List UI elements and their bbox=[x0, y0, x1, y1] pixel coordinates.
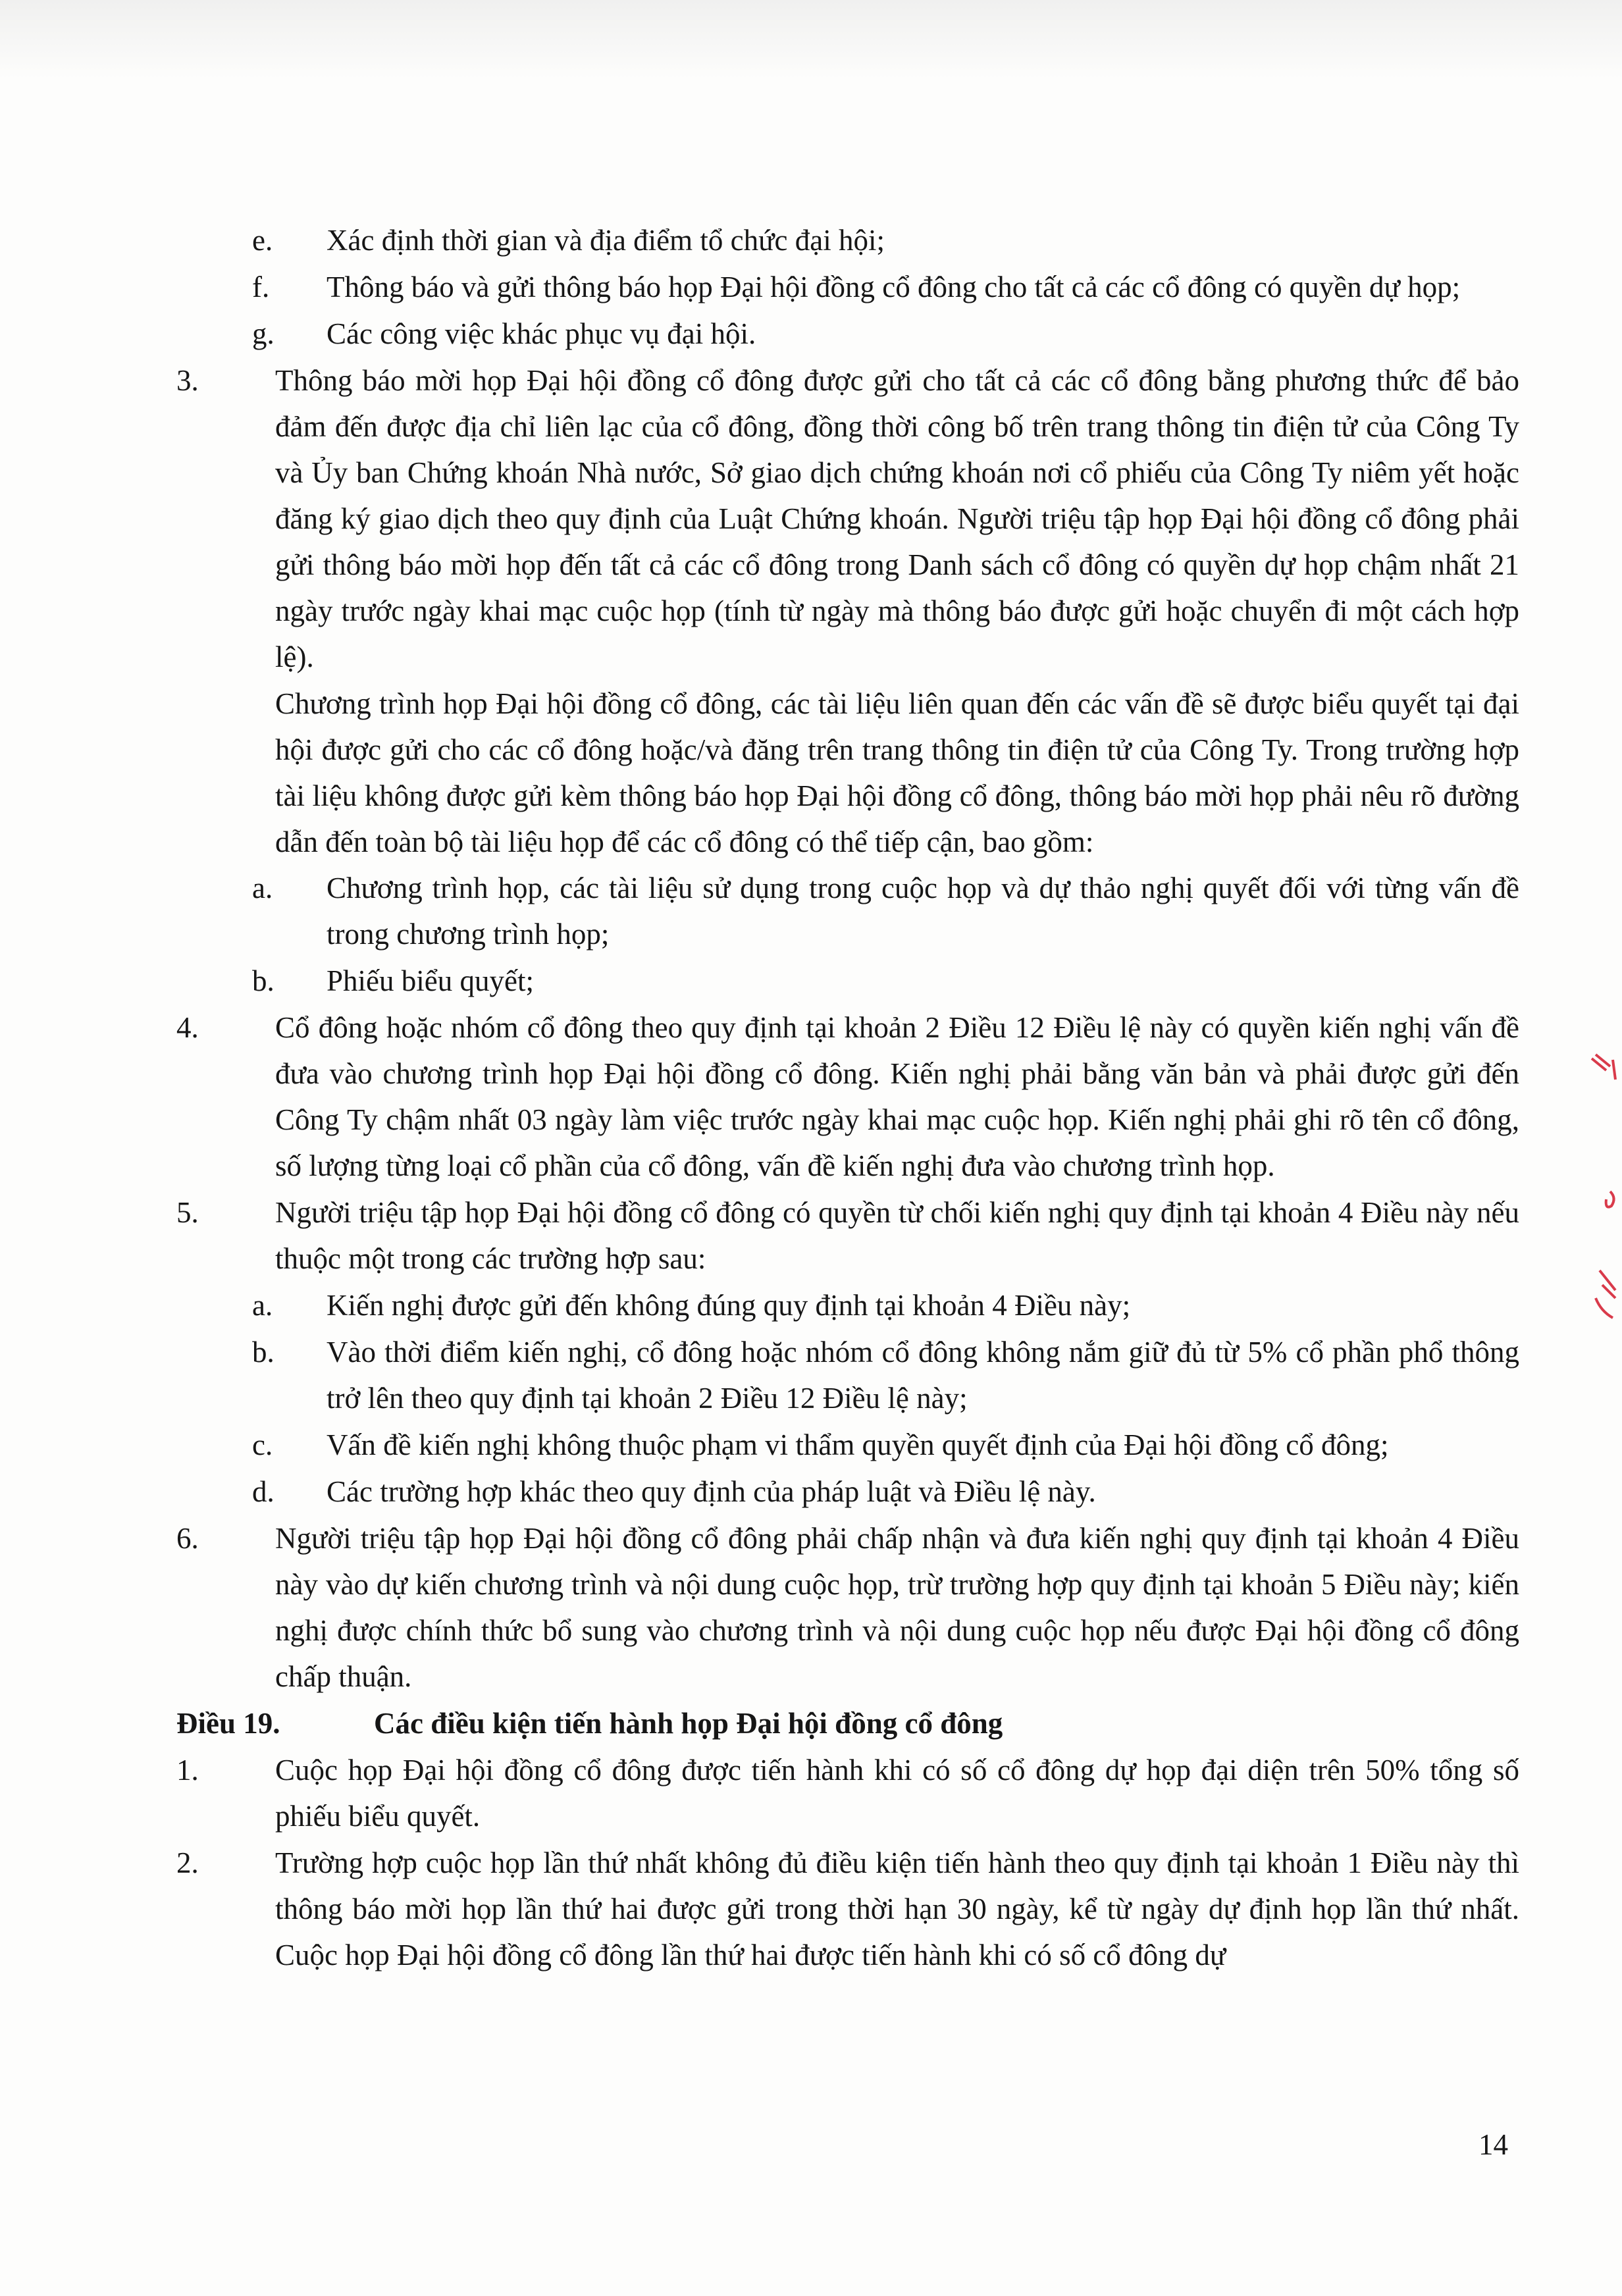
clause-6 bbox=[176, 1515, 1519, 1700]
page-number: 14 bbox=[1478, 2128, 1508, 2161]
item-label: a. bbox=[252, 872, 273, 904]
item-text: Kiến nghị được gửi đến không đúng quy định tại khoản 4 Điều này; bbox=[327, 1289, 1131, 1322]
clause-number: 6. bbox=[176, 1522, 199, 1555]
list-item bbox=[176, 1422, 1519, 1468]
list-item bbox=[176, 958, 1519, 1004]
clause-4 bbox=[176, 1004, 1519, 1189]
item-label: d. bbox=[252, 1475, 275, 1508]
article-title: Các điều kiện tiến hành họp Đại hội đồng cổ đông bbox=[374, 1707, 1003, 1740]
list-item bbox=[176, 865, 1519, 957]
clause-number: 3. bbox=[176, 364, 199, 397]
item-label: e. bbox=[252, 224, 273, 257]
article-heading bbox=[176, 1700, 1519, 1746]
clause-text: Trường hợp cuộc họp lần thứ nhất không đủ điều kiện tiến hành theo quy định tại khoản 1 Điều này thì thông báo mời họp lần thứ hai được gửi trong thời hạn 30 ngày, kể từ ngày dự định họp lần thứ nhất. Cuộc họp Đại hội đồng cổ đông lần thứ hai được tiến hành khi có số cổ đông dự bbox=[275, 1846, 1519, 1971]
scan-shadow bbox=[0, 0, 1622, 79]
list-item bbox=[176, 264, 1519, 310]
item-text: Thông báo và gửi thông báo họp Đại hội đồng cổ đông cho tất cả các cổ đông có quyền dự họp; bbox=[327, 271, 1461, 303]
item-text: Các công việc khác phục vụ đại hội. bbox=[327, 317, 756, 350]
clause-text: Thông báo mời họp Đại hội đồng cổ đông được gửi cho tất cả các cổ đông bằng phương thức để bảo đảm đến được địa chỉ liên lạc của cổ đông, đồng thời công bố trên trang thông tin điện tử của Công Ty và Ủy ban Chứng khoán Nhà nước, Sở giao dịch chứng khoán nơi cổ phiếu của Công Ty niêm yết hoặc đăng ký giao dịch theo quy định của Luật Chứng khoán. Người triệu tập họp Đại hội đồng cổ đông phải gửi thông báo mời họp đến tất cả các cổ đông trong Danh sách cổ đông có quyền dự họp chậm nhất 21 ngày trước ngày khai mạc cuộc họp (tính từ ngày mà thông báo được gửi hoặc chuyển đi một cách hợp lệ). bbox=[275, 364, 1519, 673]
clause-text: Người triệu tập họp Đại hội đồng cổ đông phải chấp nhận và đưa kiến nghị quy định tại khoản 4 Điều này vào dự kiến chương trình và nội dung cuộc họp, trừ trường hợp quy định tại khoản 5 Điều này; kiến nghị được chính thức bổ sung vào chương trình và nội dung cuộc họp nếu được Đại hội đồng cổ đông chấp thuận. bbox=[275, 1522, 1519, 1693]
clause-text: Cuộc họp Đại hội đồng cổ đông được tiến hành khi có số cổ đông dự họp đại diện trên 50% tổng số phiếu biểu quyết. bbox=[275, 1754, 1519, 1833]
list-item bbox=[176, 1282, 1519, 1328]
clause-number: 4. bbox=[176, 1011, 199, 1044]
item-label: b. bbox=[252, 1336, 275, 1369]
clause-5 bbox=[176, 1189, 1519, 1282]
article-19-clause-1 bbox=[176, 1747, 1519, 1839]
clause-number: 5. bbox=[176, 1196, 199, 1229]
list-item bbox=[176, 1469, 1519, 1515]
item-label: a. bbox=[252, 1289, 273, 1322]
clause-text: Người triệu tập họp Đại hội đồng cổ đông có quyền từ chối kiến nghị quy định tại khoản 4 Điều này nếu thuộc một trong các trường hợp sau: bbox=[275, 1196, 1519, 1275]
item-label: c. bbox=[252, 1428, 273, 1461]
item-label: f. bbox=[252, 271, 270, 303]
item-text: Các trường hợp khác theo quy định của pháp luật và Điều lệ này. bbox=[327, 1475, 1096, 1508]
item-text: Vào thời điểm kiến nghị, cổ đông hoặc nhóm cổ đông không nắm giữ đủ từ 5% cổ phần phổ thông trở lên theo quy định tại khoản 2 Điều 12 Điều lệ này; bbox=[327, 1336, 1519, 1415]
clause-3-paragraph-2: Chương trình họp Đại hội đồng cổ đông, các tài liệu liên quan đến các vấn đề sẽ được biểu quyết tại đại hội được gửi cho các cổ đông hoặc/và đăng trên trang thông tin điện tử của Công Ty. Trong trường hợp tài liệu không được gửi kèm thông báo họp Đại hội đồng cổ đông, thông báo mời họp phải nêu rõ đường dẫn đến toàn bộ tài liệu họp để các cổ đông có thể tiếp cận, bao gồm: bbox=[275, 687, 1519, 858]
clause-3 bbox=[176, 357, 1519, 680]
list-item bbox=[176, 311, 1519, 357]
article-label: Điều 19. bbox=[176, 1707, 280, 1740]
clause-text: Cổ đông hoặc nhóm cổ đông theo quy định tại khoản 2 Điều 12 Điều lệ này có quyền kiến nghị vấn đề đưa vào chương trình họp Đại hội đồng cổ đông. Kiến nghị phải bằng văn bản và phải được gửi đến Công Ty chậm nhất 03 ngày làm việc trước ngày khai mạc cuộc họp. Kiến nghị phải ghi rõ tên cổ đông, số lượng từng loại cổ phần của cổ đông, vấn đề kiến nghị đưa vào chương trình họp. bbox=[275, 1011, 1519, 1182]
item-label: b. bbox=[252, 964, 275, 997]
item-text: Chương trình họp, các tài liệu sử dụng trong cuộc họp và dự thảo nghị quyết đối với từng vấn đề trong chương trình họp; bbox=[327, 872, 1519, 951]
item-text: Vấn đề kiến nghị không thuộc phạm vi thẩm quyền quyết định của Đại hội đồng cổ đông; bbox=[327, 1428, 1389, 1461]
clause-number: 1. bbox=[176, 1754, 199, 1787]
list-item bbox=[176, 1329, 1519, 1421]
stamp-fragment bbox=[1586, 1053, 1619, 1330]
clause-number: 2. bbox=[176, 1846, 199, 1879]
list-item bbox=[176, 217, 1519, 263]
document-body bbox=[176, 217, 1519, 1979]
article-19-clause-2 bbox=[176, 1840, 1519, 1978]
item-label: g. bbox=[252, 317, 275, 350]
item-text: Phiếu biểu quyết; bbox=[327, 964, 534, 997]
item-text: Xác định thời gian và địa điểm tổ chức đại hội; bbox=[327, 224, 885, 257]
